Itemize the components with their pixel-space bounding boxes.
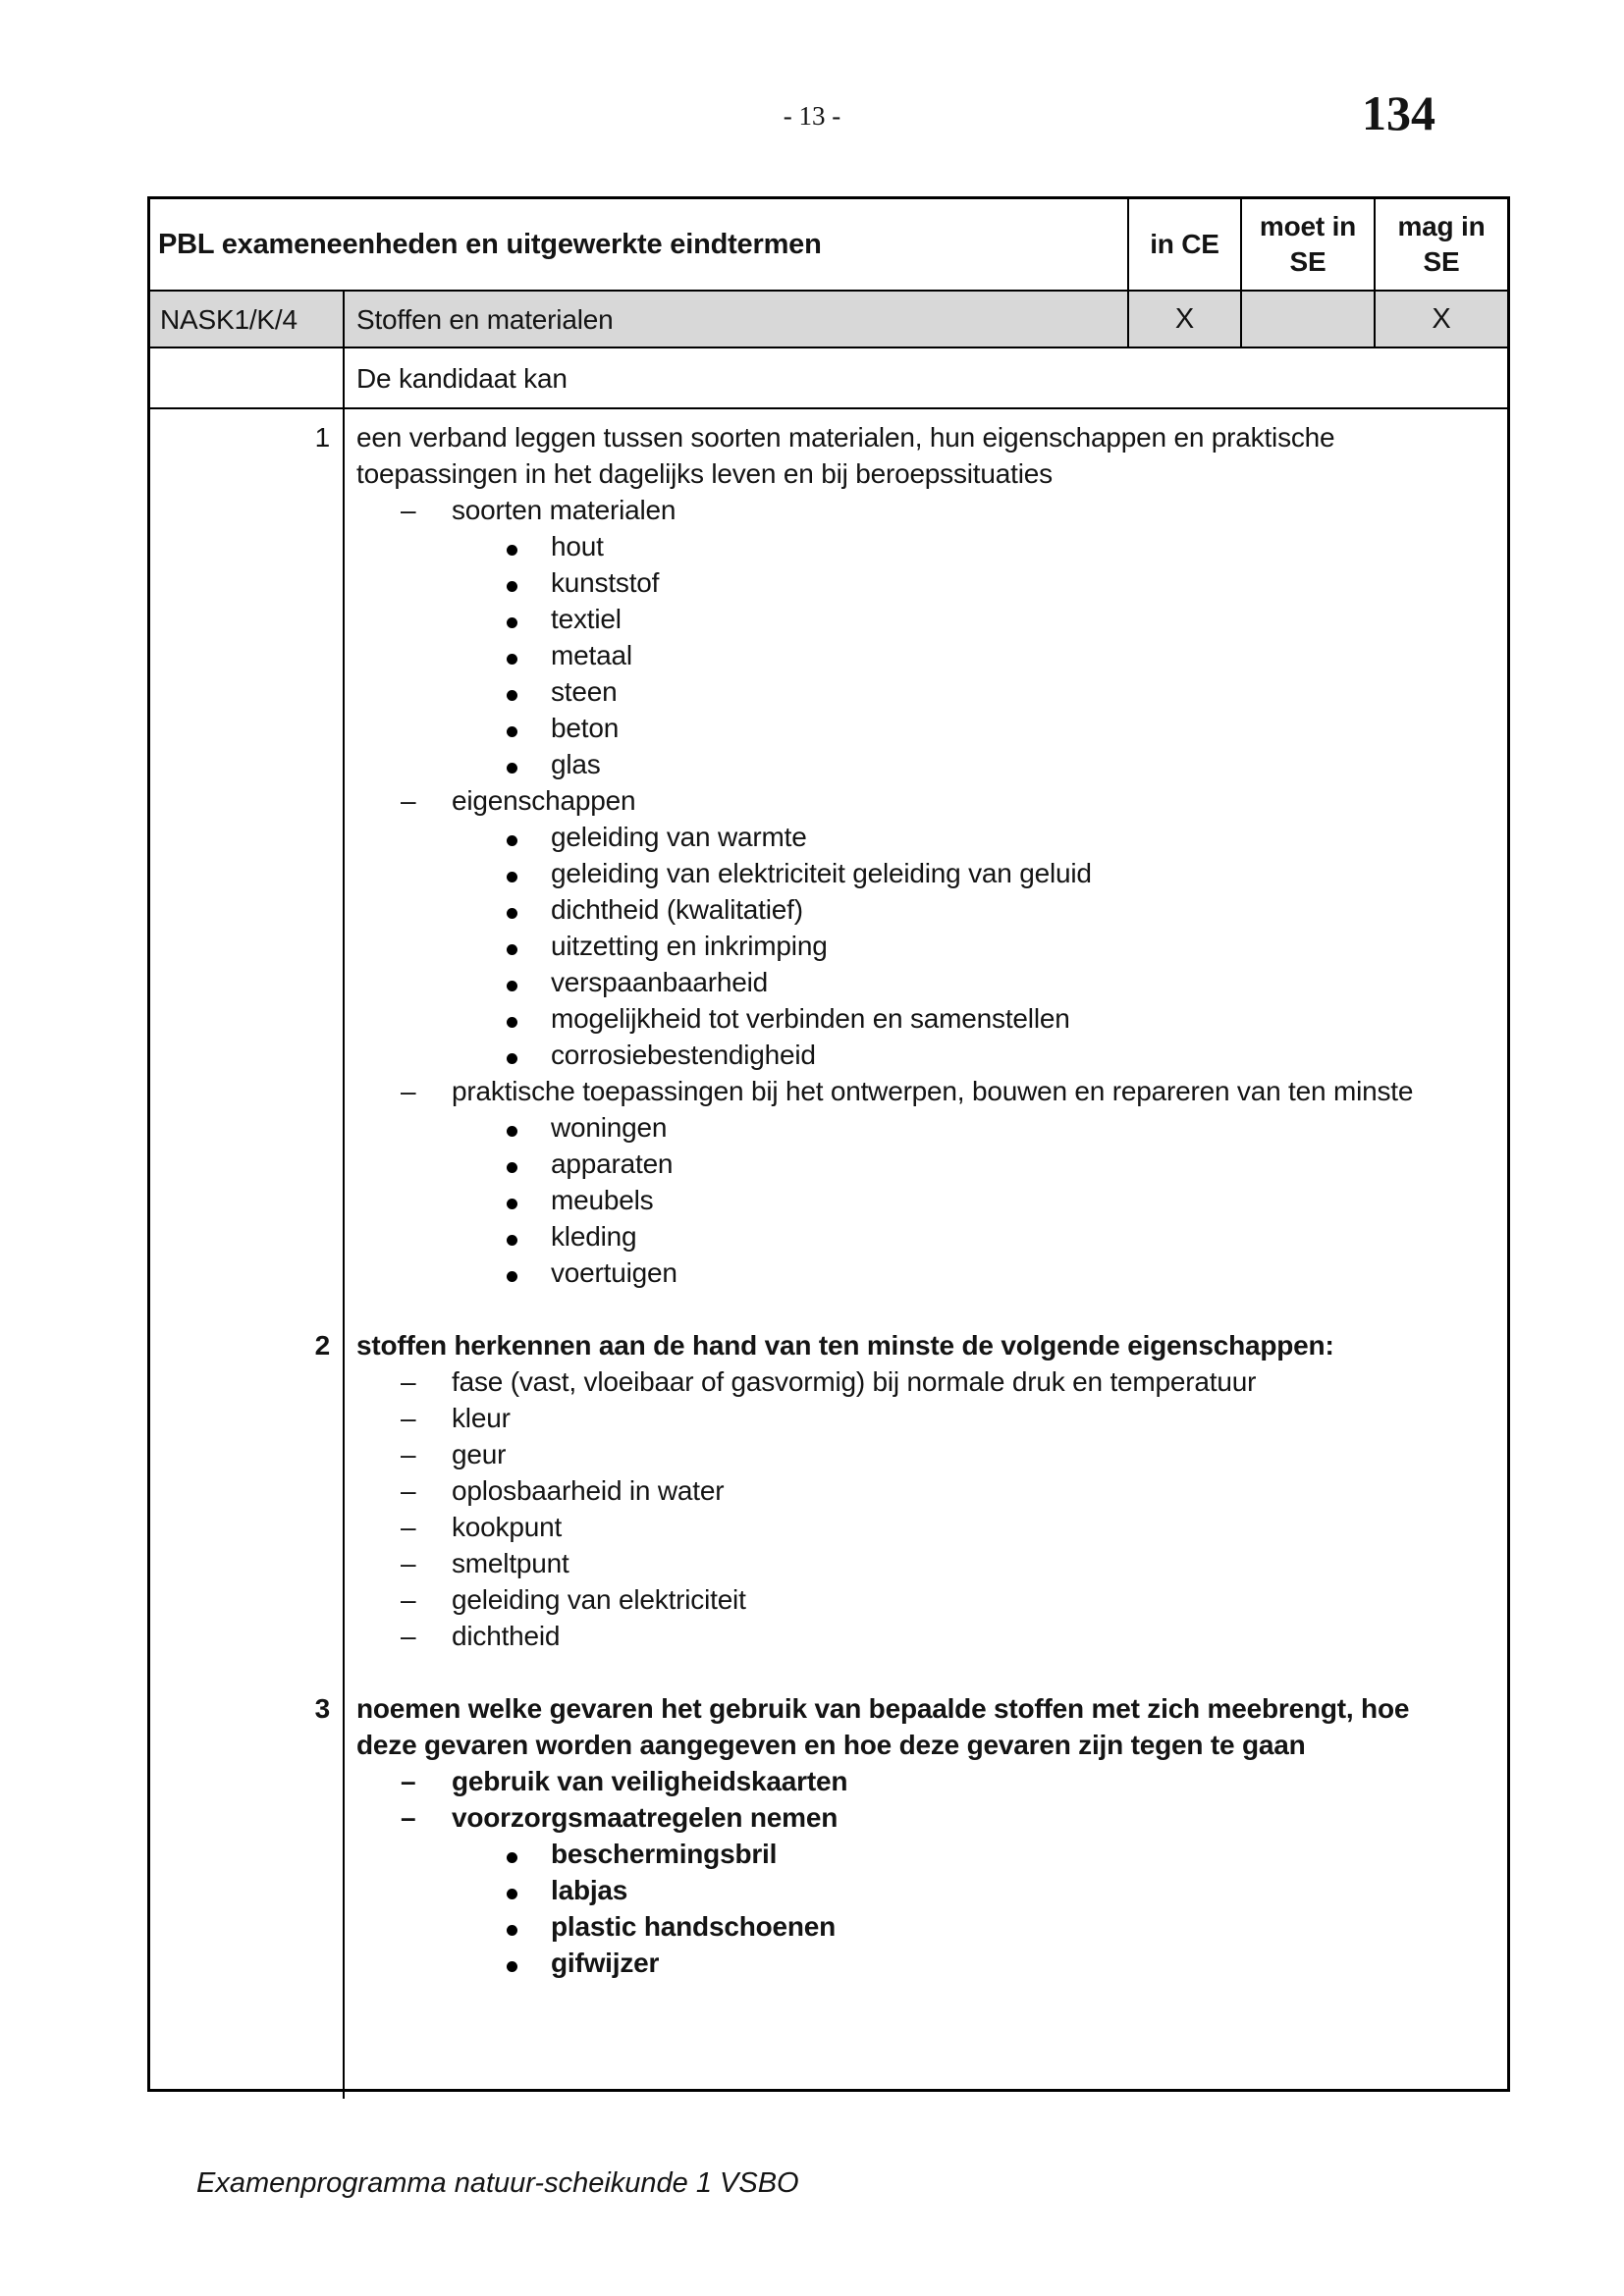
bullet-list-item (356, 1908, 1507, 1945)
sub-item-label: apparaten (551, 1148, 674, 1179)
items-container (150, 409, 1507, 2099)
sub-item-label: labjas (551, 1875, 628, 1905)
dash-icon: – (401, 1621, 416, 1651)
sub-item-label: metaal (551, 640, 632, 670)
item-text: noemen welke gevaren het gebruik van bepaalde stoffen met zich meebrengt, hoe deze gevaren worden aangegeven en hoe deze gevaren zijn tegen te gaan (356, 1693, 1410, 1760)
bullet-icon (507, 1146, 551, 1182)
dash-icon: – (401, 1076, 416, 1106)
bullet-icon (507, 601, 551, 637)
unit-title: Stoffen en materialen (343, 292, 1127, 347)
sub-item-label: voertuigen (551, 1257, 677, 1288)
sub-item-label: steen (551, 676, 618, 707)
bullet-icon (507, 673, 551, 710)
bullet-icon (507, 1908, 551, 1945)
bullet-list-item (356, 746, 1507, 782)
bullet-icon (507, 1945, 551, 1981)
sub-item-label: uitzetting en inkrimping (551, 931, 828, 961)
unit-row (150, 292, 1507, 348)
bullet-list-item (356, 964, 1507, 1000)
bullet-list-item (356, 891, 1507, 928)
sub-item-label: oplosbaarheid in water (452, 1475, 725, 1506)
sub-item-label: beton (551, 713, 620, 743)
item-row (150, 419, 1507, 1291)
sub-item-label: soorten materialen (452, 495, 677, 525)
bullet-icon (507, 564, 551, 601)
bullet-list-item (356, 855, 1507, 891)
dash-list-item (356, 1581, 1507, 1618)
sub-item-label: gifwijzer (551, 1948, 660, 1978)
bullet-icon (507, 1000, 551, 1037)
bullet-icon (507, 1182, 551, 1218)
sub-item-label: gebruik van veiligheidskaarten (452, 1766, 848, 1796)
sub-item-label: mogelijkheid tot verbinden en samenstellen (551, 1003, 1070, 1034)
bullet-list-item (356, 1109, 1507, 1146)
dash-icon: – (401, 495, 416, 525)
bullet-list-item (356, 710, 1507, 746)
dash-icon: – (401, 1766, 416, 1796)
sub-item-label: verspaanbaarheid (551, 967, 768, 997)
dash-list-item (356, 1618, 1507, 1654)
bullet-list-item (356, 1255, 1507, 1291)
sub-item-label: glas (551, 749, 601, 779)
bullet-icon (507, 637, 551, 673)
sub-item-label: geleiding van elektriciteit geleiding van geluid (551, 858, 1092, 888)
item-body (343, 419, 1507, 1291)
sub-item-label: textiel (551, 604, 622, 634)
item-number: 3 (314, 1693, 330, 1724)
bullet-list-item (356, 1000, 1507, 1037)
dash-icon: – (401, 1512, 416, 1542)
bullet-list-item (356, 601, 1507, 637)
mark-mag-in-se: X (1374, 292, 1507, 347)
mark-moet-in-se (1240, 292, 1374, 347)
column-header-in-ce: in CE (1127, 199, 1240, 290)
bullet-list-item (356, 928, 1507, 964)
item-row (150, 1690, 1507, 1981)
item-body (343, 1327, 1507, 1654)
bullet-icon (507, 819, 551, 855)
bullet-icon (507, 1218, 551, 1255)
bullet-list-item (356, 1037, 1507, 1073)
dash-list-item (356, 1472, 1507, 1509)
sub-item-label: meubels (551, 1185, 654, 1215)
bullet-list-item (356, 564, 1507, 601)
bullet-list-item (356, 528, 1507, 564)
sub-item-label: smeltpunt (452, 1548, 569, 1578)
dash-icon: – (401, 1439, 416, 1469)
sub-item-label: geur (452, 1439, 507, 1469)
dash-icon: – (401, 1475, 416, 1506)
bullet-icon (507, 964, 551, 1000)
item-number: 2 (314, 1330, 330, 1361)
sub-item-list (356, 1763, 1507, 1981)
dash-list-item (356, 1509, 1507, 1545)
eindtermen-table (147, 196, 1510, 2092)
bullet-icon (507, 528, 551, 564)
sub-item-label: voorzorgsmaatregelen nemen (452, 1802, 839, 1833)
bullet-icon (507, 746, 551, 782)
dash-list-item (356, 492, 1507, 528)
bullet-icon (507, 855, 551, 891)
page-stamp: 134 (1362, 85, 1435, 140)
sub-item-label: geleiding van warmte (551, 822, 807, 852)
bullet-icon (507, 891, 551, 928)
dash-icon: – (401, 1366, 416, 1397)
dash-list-item (356, 1763, 1507, 1799)
column-header-moet-in-se: moet in SE (1240, 199, 1374, 290)
footer-text: Examenprogramma natuur-scheikunde 1 VSBO (196, 2167, 799, 2199)
bullet-list-item (356, 1182, 1507, 1218)
dash-list-item (356, 1363, 1507, 1400)
bullet-icon (507, 1872, 551, 1908)
bullet-icon (507, 1255, 551, 1291)
sub-item-label: eigenschappen (452, 785, 636, 816)
dash-icon: – (401, 1403, 416, 1433)
intro-row (150, 348, 1507, 409)
bullet-list-item (356, 819, 1507, 855)
sub-item-label: dichtheid (452, 1621, 561, 1651)
sub-item-label: kunststof (551, 567, 660, 598)
sub-item-label: beschermingsbril (551, 1839, 778, 1869)
sub-item-label: kleding (551, 1221, 637, 1252)
sub-item-label: hout (551, 531, 604, 561)
intro-empty-cell (150, 348, 343, 407)
sub-item-label: fase (vast, vloeibaar of gasvormig) bij normale druk en temperatuur (452, 1366, 1257, 1397)
dash-icon: – (401, 1548, 416, 1578)
dash-icon: – (401, 1802, 416, 1833)
bullet-icon (507, 710, 551, 746)
item-row (150, 1327, 1507, 1654)
sub-item-label: kleur (452, 1403, 511, 1433)
bullet-list-item (356, 1872, 1507, 1908)
item-number: 1 (314, 422, 330, 453)
bullet-icon (507, 1836, 551, 1872)
item-text: een verband leggen tussen soorten materialen, hun eigenschappen en praktische toepassingen in het dagelijks leven en bij beroepssituaties (356, 422, 1335, 489)
bullet-list-item (356, 1218, 1507, 1255)
table-header-row (150, 199, 1507, 292)
table-title: PBL exameneenheden en uitgewerkte eindtermen (158, 228, 822, 260)
bullet-list-item (356, 1146, 1507, 1182)
page-number: - 13 - (783, 101, 841, 131)
dash-list-item (356, 1436, 1507, 1472)
dash-list-item (356, 1545, 1507, 1581)
dash-list-item (356, 1799, 1507, 1836)
dash-list-item (356, 782, 1507, 819)
sub-item-label: kookpunt (452, 1512, 563, 1542)
unit-code: NASK1/K/4 (160, 303, 298, 335)
sub-item-label: corrosiebestendigheid (551, 1040, 816, 1070)
bullet-list-item (356, 1836, 1507, 1872)
intro-text: De kandidaat kan (343, 348, 1507, 407)
bullet-list-item (356, 1945, 1507, 1981)
bullet-list-item (356, 673, 1507, 710)
mark-in-ce: X (1127, 292, 1240, 347)
bullet-icon (507, 1109, 551, 1146)
item-body (343, 1690, 1507, 1981)
dash-icon: – (401, 1584, 416, 1615)
bullet-icon (507, 1037, 551, 1073)
dash-list-item (356, 1073, 1507, 1109)
sub-item-list (356, 492, 1507, 1291)
item-text: stoffen herkennen aan de hand van ten minste de volgende eigenschappen: (356, 1330, 1334, 1361)
column-header-mag-in-se: mag in SE (1374, 199, 1507, 290)
bullet-list-item (356, 637, 1507, 673)
sub-item-label: dichtheid (kwalitatief) (551, 894, 803, 925)
sub-item-list (356, 1363, 1507, 1654)
dash-icon: – (401, 785, 416, 816)
bullet-icon (507, 928, 551, 964)
dash-list-item (356, 1400, 1507, 1436)
sub-item-label: geleiding van elektriciteit (452, 1584, 746, 1615)
sub-item-label: woningen (551, 1112, 668, 1143)
sub-item-label: praktische toepassingen bij het ontwerpen, bouwen en repareren van ten minste (452, 1076, 1414, 1106)
sub-item-label: plastic handschoenen (551, 1911, 837, 1942)
